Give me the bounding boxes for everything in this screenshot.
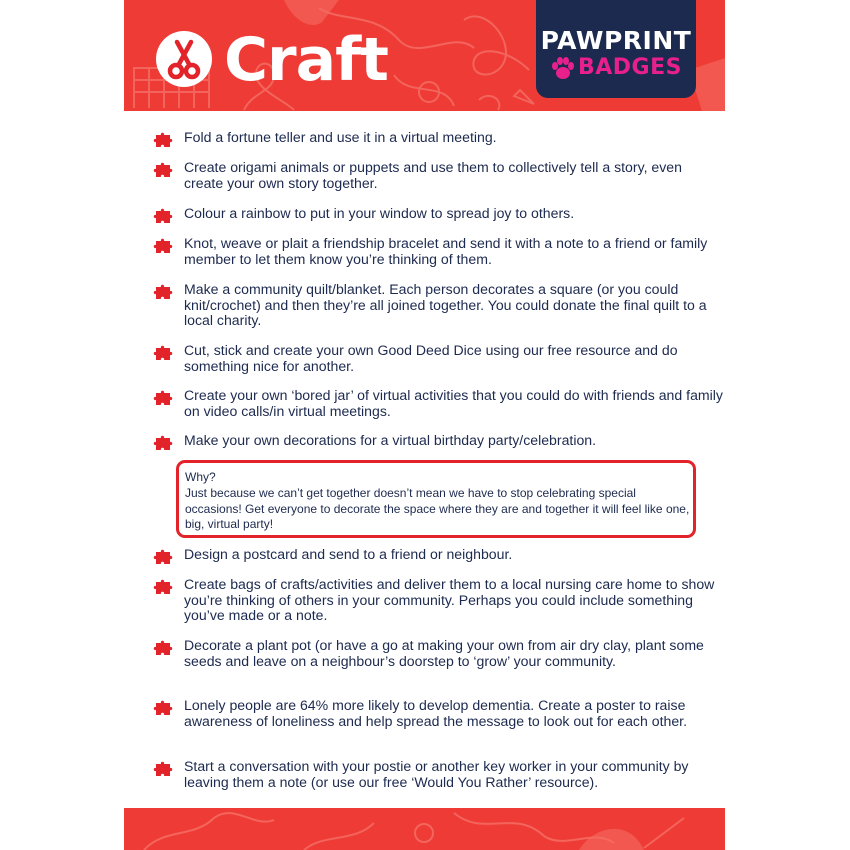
puzzle-piece-icon bbox=[153, 237, 175, 255]
puzzle-piece-icon bbox=[153, 639, 175, 657]
list-item-text: Create your own ‘bored jar’ of virtual activities that you could do with friends and family on video calls/in virtual meetings. bbox=[184, 387, 723, 419]
why-callout bbox=[176, 460, 696, 538]
puzzle-piece-icon bbox=[153, 283, 175, 301]
paw-icon bbox=[550, 57, 576, 81]
list-item-text: Cut, stick and create your own Good Deed Dice using our free resource and do something nice for another. bbox=[184, 342, 678, 374]
list-item-text: Make your own decorations for a virtual birthday party/celebration. bbox=[184, 432, 597, 448]
puzzle-piece-icon bbox=[153, 760, 175, 778]
puzzle-piece-icon bbox=[153, 161, 175, 179]
puzzle-piece-icon bbox=[153, 434, 175, 452]
list-item-text: Decorate a plant pot (or have a go at making your own from air dry clay, plant some seeds and leave on a neighbour’s doorstep to ‘grow’ your community. bbox=[184, 637, 704, 669]
why-heading: Why? bbox=[185, 470, 216, 484]
brand-name-line2: BADGES bbox=[578, 55, 682, 80]
puzzle-piece-icon bbox=[153, 389, 175, 407]
doodle-background bbox=[124, 808, 725, 850]
header-banner bbox=[124, 0, 725, 111]
activity-sheet bbox=[124, 0, 725, 850]
list-item-text: Make a community quilt/blanket. Each person decorates a square (or you could knit/crochet) and then they’re all joined together. You could donate the final quilt to a local charity. bbox=[184, 281, 707, 328]
footer-banner bbox=[124, 808, 725, 850]
pawprint-badges-logo bbox=[536, 0, 696, 98]
puzzle-piece-icon bbox=[153, 578, 175, 596]
puzzle-piece-icon bbox=[153, 344, 175, 362]
scissors-icon bbox=[156, 31, 212, 87]
list-item-text: Knot, weave or plait a friendship bracelet and send it with a note to a friend or family member to let them know you’re thinking of them. bbox=[184, 235, 708, 267]
puzzle-piece-icon bbox=[153, 131, 175, 149]
list-item-text: Start a conversation with your postie or another key worker in your community by leaving them a note (or use our free ‘Would You Rather’ resource). bbox=[184, 758, 689, 790]
why-text: Just because we can’t get together doesn’t mean we have to stop celebrating special occasions! Get everyone to decorate the space where they are and together it will feel like one, big, virtual party! bbox=[185, 486, 690, 531]
puzzle-piece-icon bbox=[153, 207, 175, 225]
puzzle-piece-icon bbox=[153, 699, 175, 717]
list-item-text: Lonely people are 64% more likely to develop dementia. Create a poster to raise awareness of loneliness and help spread the message to look out for each other. bbox=[184, 697, 687, 729]
page-title: Craft bbox=[224, 25, 388, 95]
brand-name-line1: PAWPRINT bbox=[540, 26, 692, 55]
list-item-text: Colour a rainbow to put in your window to spread joy to others. bbox=[184, 205, 575, 221]
list-item-text: Create origami animals or puppets and use them to collectively tell a story, even create your own story together. bbox=[184, 159, 682, 191]
list-item-text: Design a postcard and send to a friend or neighbour. bbox=[184, 546, 513, 562]
craft-badge bbox=[156, 31, 212, 87]
puzzle-piece-icon bbox=[153, 548, 175, 566]
list-item-text: Fold a fortune teller and use it in a virtual meeting. bbox=[184, 129, 497, 145]
list-item-text: Create bags of crafts/activities and deliver them to a local nursing care home to show you’re thinking of others in your community. Perhaps you could include something you’ve made or a note. bbox=[184, 576, 715, 623]
